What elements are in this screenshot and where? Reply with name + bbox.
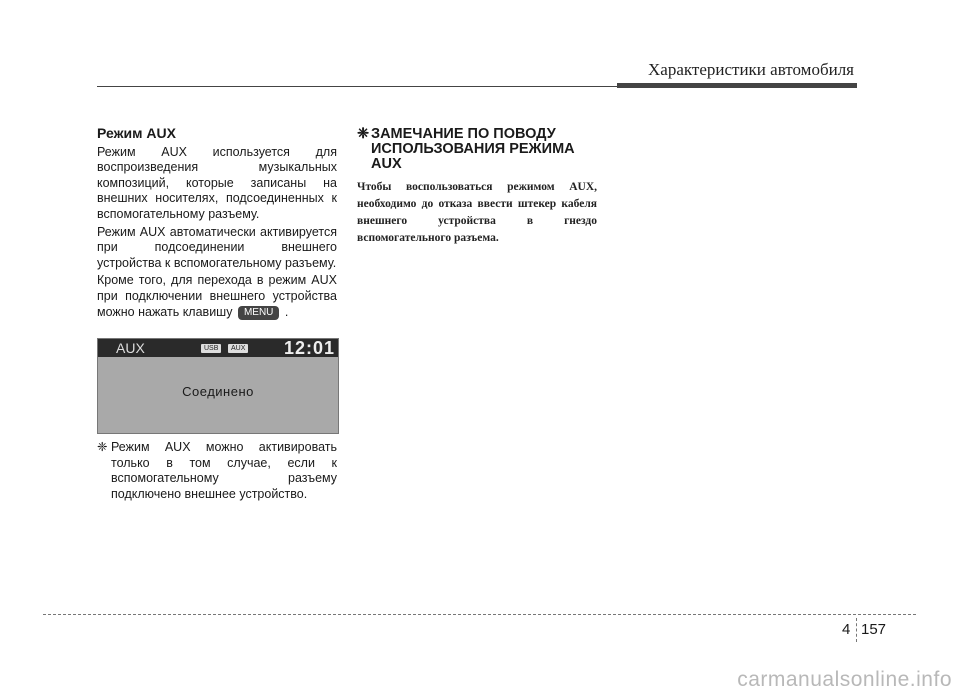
paragraph-3-text: Кроме того, для перехода в режим AUX при подключении внешнего устройства можно нажать клавишу [97,273,337,319]
aux-badge: AUX [228,344,248,353]
paragraph-1: Режим AUX используется для воспроизведения музыкальных композиций, которые записаны на внешних носителях, подсоединенных к вспомогательному разъему. [97,144,337,221]
display-clock: 12:01 [283,338,335,358]
note-text: Режим AUX можно активировать только в том случае, если к вспомогательному разъему подключено внешнее устройство. [111,440,337,501]
chapter-number: 4 [842,621,851,638]
header-rule-accent [617,83,857,88]
display-status-bar [98,339,338,357]
usb-badge: USB [201,344,221,353]
footer-rule [43,614,916,615]
paragraph-3 [97,273,337,320]
section-heading: Режим AUX [97,125,176,141]
paragraph-2: Режим AUX автоматически активируется при подсоединении внешнего устройства к вспомогательному разъему. [97,224,337,270]
caution-heading-text: ЗАМЕЧАНИЕ ПО ПОВОДУ ИСПОЛЬЗОВАНИЯ РЕЖИМА AUX [371,126,575,172]
header-rule [97,86,617,87]
left-column [97,126,337,322]
note [97,440,337,502]
page-number: 157 [861,621,887,638]
caution-heading [357,127,597,172]
caution-body: Чтобы воспользоваться режимом AUX, необходимо до отказа ввести штекер кабеля внешнего устройства в гнездо вспомогательного разъема. [357,181,597,244]
connection-status: Соединено [182,384,254,399]
note-marker-icon: ❈ [97,440,108,454]
paragraph-3-end: . [284,304,289,319]
running-header: Характеристики автомобиля [648,60,854,79]
menu-key-icon: MENU [238,306,279,320]
right-column [357,127,597,247]
watermark: carmanualsonline.info [737,668,952,691]
audio-display-illustration [97,338,339,434]
caution-marker-icon: ❈ [357,126,370,142]
footer-divider [856,618,857,642]
display-mode-label: AUX [116,340,145,356]
